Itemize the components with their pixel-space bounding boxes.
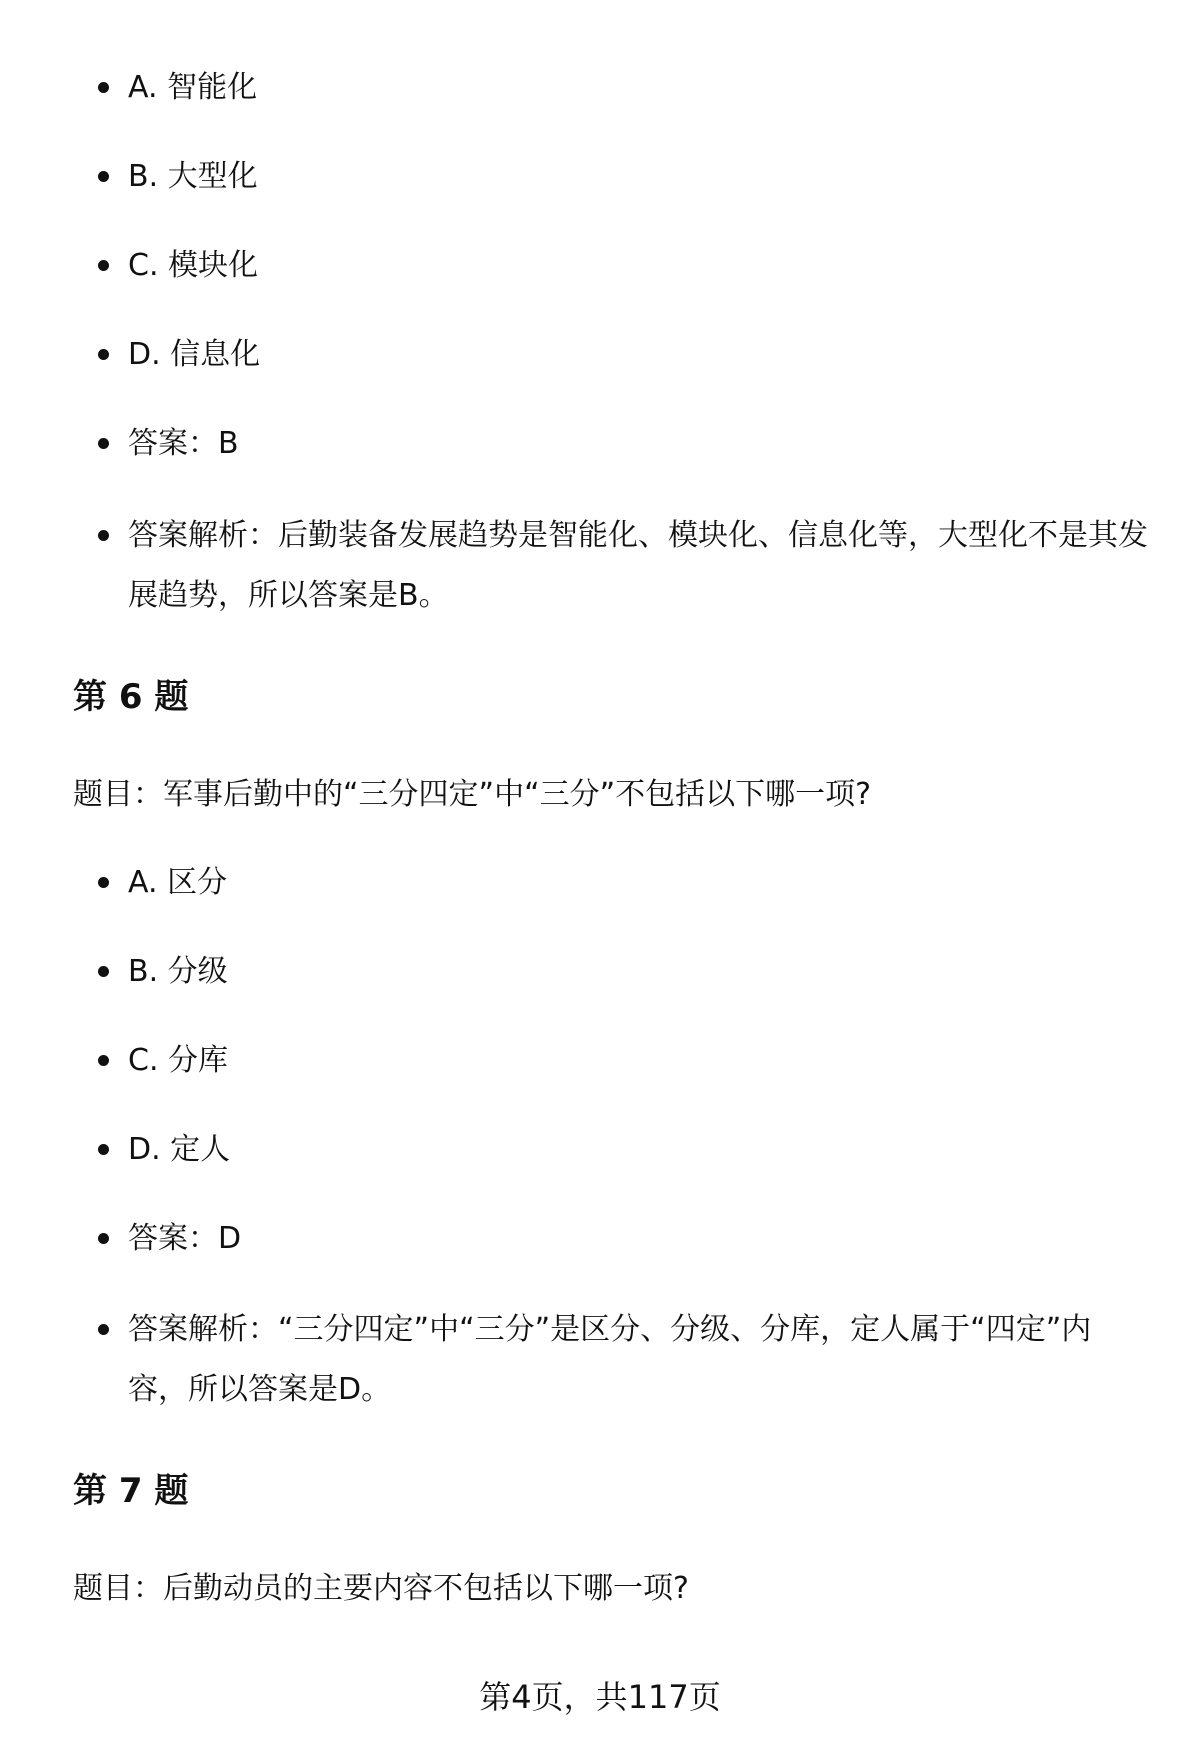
list-item bbox=[98, 236, 1148, 296]
bullet-icon bbox=[98, 82, 109, 93]
question-heading: 第 7 题 bbox=[73, 1471, 189, 1511]
bullet-icon bbox=[98, 1144, 109, 1155]
bullet-icon bbox=[98, 1055, 109, 1066]
answer-text: 答案：D bbox=[128, 1221, 242, 1256]
bullet-icon bbox=[98, 1233, 109, 1244]
bullet-icon bbox=[98, 260, 109, 271]
bullet-icon bbox=[98, 1324, 109, 1335]
bullet-icon bbox=[98, 530, 109, 541]
list-item bbox=[98, 325, 1148, 385]
bullet-icon bbox=[98, 438, 109, 449]
list-item bbox=[98, 147, 1148, 207]
bullet-icon bbox=[98, 966, 109, 977]
option-c: C. 分库 bbox=[128, 1043, 229, 1078]
list-item bbox=[98, 853, 1148, 913]
option-d: D. 定人 bbox=[128, 1132, 231, 1167]
list-item bbox=[98, 58, 1148, 118]
list-item bbox=[98, 942, 1148, 1002]
bullet-icon bbox=[98, 349, 109, 360]
bullet-icon bbox=[98, 171, 109, 182]
option-a: A. 智能化 bbox=[128, 70, 258, 105]
bullet-icon bbox=[98, 877, 109, 888]
list-item bbox=[98, 506, 1148, 626]
list-item bbox=[98, 414, 1148, 474]
list-item bbox=[98, 1300, 1108, 1420]
question-heading: 第 6 题 bbox=[73, 677, 189, 717]
answer-analysis: 答案解析：“三分四定”中“三分”是区分、分级、分库，定人属于“四定”内容，所以答案是D。 bbox=[128, 1312, 1092, 1407]
page-indicator: 第4页，共117页 bbox=[479, 1678, 721, 1716]
list-item bbox=[98, 1031, 1148, 1091]
question-text: 题目：军事后勤中的“三分四定”中“三分”不包括以下哪一项? bbox=[73, 777, 872, 812]
answer-analysis: 答案解析：后勤装备发展趋势是智能化、模块化、信息化等，大型化不是其发展趋势，所以答案是B。 bbox=[128, 518, 1148, 613]
question-text: 题目：后勤动员的主要内容不包括以下哪一项? bbox=[73, 1571, 689, 1606]
list-item bbox=[98, 1120, 1148, 1180]
option-b: B. 大型化 bbox=[128, 159, 258, 194]
option-b: B. 分级 bbox=[128, 954, 228, 989]
option-a: A. 区分 bbox=[128, 865, 228, 900]
option-d: D. 信息化 bbox=[128, 337, 261, 372]
list-item bbox=[98, 1209, 1148, 1269]
answer-text: 答案：B bbox=[128, 426, 239, 461]
option-c: C. 模块化 bbox=[128, 248, 259, 283]
